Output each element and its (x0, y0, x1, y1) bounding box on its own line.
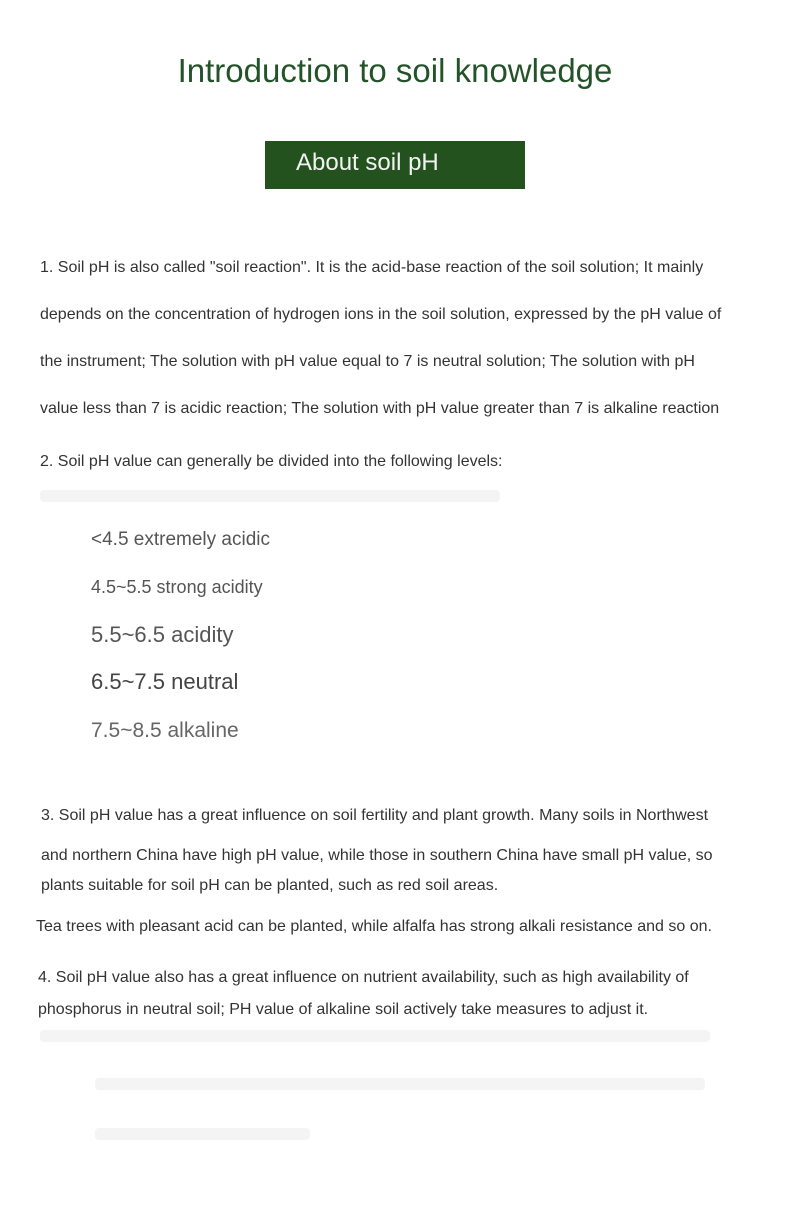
paragraph-4-line-1: 4. Soil pH value also has a great influence on nutrient availability, such as high availability of (38, 969, 689, 986)
ph-level-item: 4.5~5.5 strong acidity (91, 577, 263, 597)
paragraph-3-line-4: Tea trees with pleasant acid can be planted, while alfalfa has strong alkali resistance and so on. (36, 918, 712, 935)
faint-background-text (40, 490, 500, 502)
paragraph-3-line-3: plants suitable for soil pH can be planted, such as red soil areas. (41, 877, 499, 894)
section-heading-banner: About soil pH (265, 141, 525, 189)
faint-background-text (95, 1078, 705, 1090)
paragraph-1-line-3: the instrument; The solution with pH value equal to 7 is neutral solution; The solution with pH (40, 353, 695, 370)
page-title: Introduction to soil knowledge (177, 52, 613, 89)
paragraph-2-intro: 2. Soil pH value can generally be divided into the following levels: (40, 453, 503, 470)
paragraph-3-line-1: 3. Soil pH value has a great influence on soil fertility and plant growth. Many soils in Northwest (41, 807, 709, 824)
ph-level-item: <4.5 extremely acidic (91, 529, 270, 550)
ph-level-item: 7.5~8.5 alkaline (91, 719, 239, 742)
ph-level-item: 6.5~7.5 neutral (91, 669, 239, 694)
faint-background-text (40, 1030, 710, 1042)
paragraph-1-line-2: depends on the concentration of hydrogen ions in the soil solution, expressed by the pH value of (40, 306, 722, 323)
ph-level-item: 5.5~6.5 acidity (91, 622, 234, 647)
paragraph-1-line-4: value less than 7 is acidic reaction; The solution with pH value greater than 7 is alkaline reaction (40, 400, 720, 417)
paragraph-1-line-1: 1. Soil pH is also called "soil reaction". It is the acid-base reaction of the soil solution; It mainly (40, 259, 704, 276)
faint-background-text (95, 1128, 310, 1140)
paragraph-4-line-2: phosphorus in neutral soil; PH value of alkaline soil actively take measures to adjust it. (38, 1001, 649, 1018)
paragraph-3-line-2: and northern China have high pH value, while those in southern China have small pH value, so (41, 847, 713, 864)
